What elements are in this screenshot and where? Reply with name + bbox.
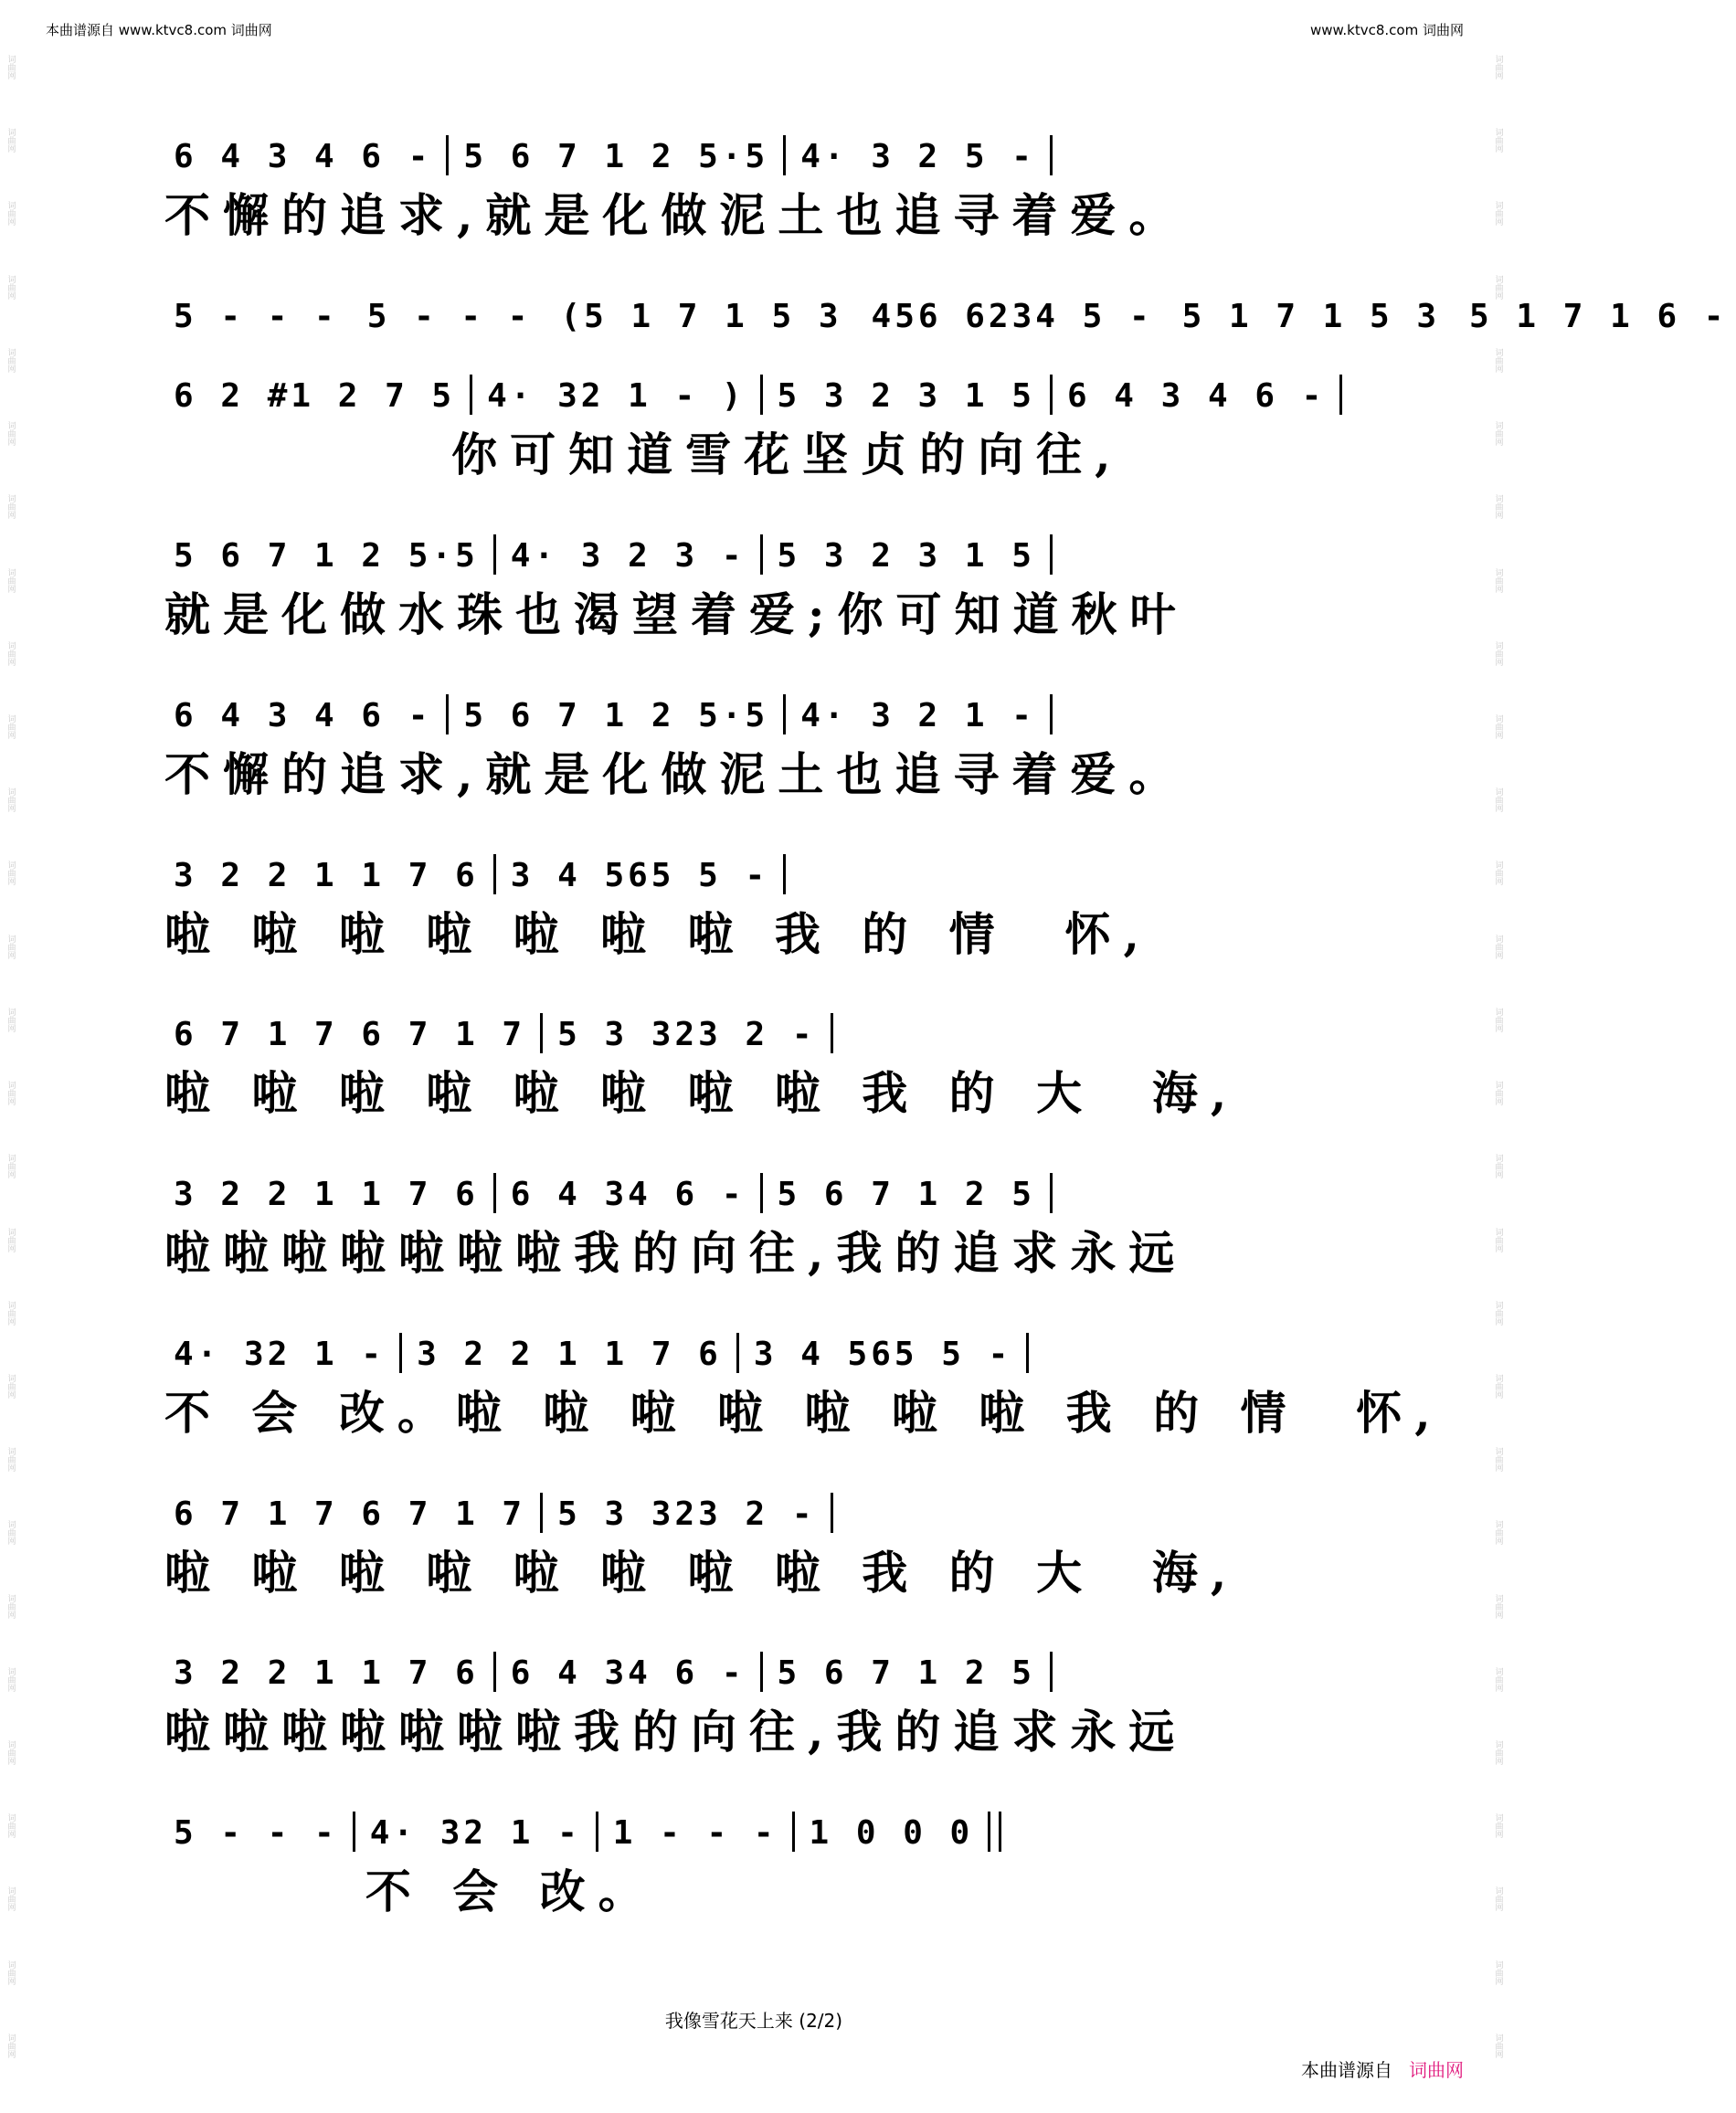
lyrics-row: 啦 啦 啦 啦 啦 啦 啦 啦 我 的 大 海, [164,1066,1240,1121]
lyrics-row: 啦 啦 啦 啦 啦 啦 啦 我 的 情 怀, [164,906,1152,961]
measure: 3 2 2 1 1 7 6 [174,856,479,894]
measure: 4· 32 1 - [369,1814,581,1853]
measure: 4· 32 1 - [174,1335,386,1373]
lyrics-row: 啦啦啦啦啦啦啦我的向往,我的追求永远 [164,1705,1188,1759]
notation-row [164,847,1352,894]
watermark-mark: 词曲网 [1493,713,1503,739]
score-line [164,1804,1352,1964]
measure: 6 4 3 4 6 - [174,138,432,175]
measure: 4· 32 1 - ) [487,377,746,416]
measure: 5 3 2 3 1 5 [777,536,1035,575]
score-line [164,1326,1444,1485]
barline [1050,534,1053,575]
watermark-mark: 词曲网 [5,1666,16,1692]
barline [353,1812,355,1852]
watermark-mark: 词曲网 [1493,55,1503,79]
watermark-mark: 词曲网 [1493,421,1503,447]
barline [1050,135,1053,175]
notation-row [164,1804,1352,1852]
score-line [164,1485,1352,1645]
footer-brand [1301,2055,1464,2082]
watermark-mark: 词曲网 [5,201,16,227]
measure: 5 1 7 1 6 - [1469,297,1728,335]
measure: 5 6 7 1 2 5·5 [463,696,769,734]
notation-row [164,1485,1352,1533]
measure: 456 6234 5 - [871,297,1153,335]
watermark-mark: 词曲网 [1493,1300,1503,1326]
barline [493,534,496,575]
lyrics-row: 不懈的追求,就是化做泥土也追寻着爱。 [164,188,1188,242]
measure: 6 7 1 7 6 7 1 7 [174,1495,526,1533]
measure: 3 2 2 1 1 7 6 [174,1176,479,1214]
barline [493,854,496,894]
watermark-mark: 词曲网 [5,1081,16,1106]
barline [760,1652,763,1692]
notation-row [164,128,1352,175]
watermark-mark: 词曲网 [5,1447,16,1473]
watermark-mark: 词曲网 [5,1154,16,1179]
barline [831,1013,833,1053]
watermark-mark: 词曲网 [5,2033,16,2058]
watermark-mark: 词曲网 [5,1520,16,1546]
watermark-mark: 词曲网 [5,1813,16,1839]
measure: 4· 3 2 3 - [510,536,746,575]
measure: 4· 3 2 1 - [800,696,1035,734]
watermark-mark: 词曲网 [5,934,16,959]
watermark-mark: 词曲网 [5,1227,16,1252]
barline [493,1173,496,1213]
watermark-mark: 词曲网 [1493,1593,1503,1619]
barline [1050,694,1053,734]
watermark-mark: 词曲网 [1493,1227,1503,1252]
watermark-mark: 词曲网 [5,494,16,520]
watermark-mark: 词曲网 [5,347,16,373]
measure: 5 - - - [366,297,532,335]
measure: 5 - - - [174,297,338,335]
watermark-mark: 词曲网 [1493,1081,1503,1106]
watermark-mark: 词曲网 [5,1007,16,1032]
watermark-mark: 词曲网 [5,1373,16,1399]
barline [1050,1652,1053,1692]
barline [540,1013,543,1053]
watermark-mark: 词曲网 [1493,1666,1503,1692]
measure: 6 2 #1 2 7 5 [174,377,456,416]
watermark-mark: 词曲网 [5,1886,16,1912]
measure: 1 0 0 0 [809,1814,974,1853]
lyrics-row: 不懈的追求,就是化做泥土也追寻着爱。 [164,746,1188,801]
watermark-mark: 词曲网 [1493,1373,1503,1399]
page-title: 我像雪花天上来 (2/2) [664,2010,843,2032]
barline [399,1333,402,1373]
notation-row [164,527,1352,575]
measure: 5 - - - [174,1814,338,1853]
barline [470,375,472,415]
watermark-mark: 词曲网 [1493,787,1503,813]
watermark-mark: 词曲网 [5,55,16,79]
watermark-mark: 词曲网 [1493,567,1503,593]
score-line [164,847,1352,1007]
barline [1339,375,1342,415]
watermark-mark: 词曲网 [1493,347,1503,373]
watermark-mark: 词曲网 [5,1740,16,1766]
notation-row [164,687,1352,734]
lyrics-row: 啦 啦 啦 啦 啦 啦 啦 啦 我 的 大 海, [164,1545,1240,1600]
watermark-mark: 词曲网 [5,787,16,813]
measure: 3 2 2 1 1 7 6 [174,1654,479,1693]
measure: 5 6 7 1 2 5 [777,1176,1035,1214]
barline [760,1173,763,1213]
barline [736,1333,739,1373]
footer-brand-source: 本曲谱源自 [1301,2059,1392,2081]
measure: 5 6 7 1 2 5 [777,1654,1035,1693]
watermark-mark: 词曲网 [5,713,16,739]
watermark-mark: 词曲网 [1493,128,1503,153]
notation-row [164,1166,1352,1213]
watermark-mark: 词曲网 [5,1960,16,1985]
footer-brand-site[interactable]: 词曲网 [1409,2059,1464,2081]
header-site-text: www.ktvc8.com 词曲网 [1309,22,1464,38]
score-line [164,1006,1352,1166]
score-line [164,367,1352,527]
measure: 5 3 323 2 - [557,1495,816,1533]
measure: 6 4 34 6 - [510,1654,746,1693]
barline [1050,1173,1053,1213]
watermark-mark: 词曲网 [5,1300,16,1326]
watermark-mark: 词曲网 [5,567,16,593]
watermark-mark: 词曲网 [1493,934,1503,959]
score-line [164,687,1352,847]
notation-row [164,288,1728,335]
final-barline [988,1812,1001,1852]
measure: 4· 3 2 5 - [800,138,1035,175]
lyrics-row: 你可知道雪花坚贞的向往, [164,428,1124,482]
barline [783,135,786,175]
barline [831,1493,833,1533]
watermark-mark: 词曲网 [1493,1813,1503,1839]
watermark-mark: 词曲网 [5,421,16,447]
watermark-mark: 词曲网 [1493,640,1503,666]
barline [792,1812,795,1852]
watermark-mark: 词曲网 [1493,274,1503,300]
watermark-mark: 词曲网 [1493,1007,1503,1032]
measure: 6 4 3 4 6 - [1066,377,1326,416]
notation-row [164,367,1352,415]
barline [493,1652,496,1692]
watermark-mark: 词曲网 [1493,1740,1503,1766]
score-line [164,128,1352,288]
barline [446,135,449,175]
notation-row [164,1326,1352,1373]
measure: 5 1 7 1 5 3 [1181,297,1441,335]
watermark-mark: 词曲网 [1493,1520,1503,1546]
barline [760,375,763,415]
score-line [164,1166,1352,1326]
header-source-text: 本曲谱源自 www.ktvc8.com 词曲网 [46,22,272,38]
watermark-mark: 词曲网 [1493,1447,1503,1473]
measure: 5 3 323 2 - [557,1016,816,1054]
measure: 5 3 2 3 1 5 [777,377,1035,416]
barline [1026,1333,1029,1373]
measure: 6 4 3 4 6 - [174,696,432,734]
score-line [164,1644,1352,1804]
barline [446,694,449,734]
lyrics-row: 就是化做水珠也渴望着爱;你可知道秋叶 [164,586,1189,641]
measure: (5 1 7 1 5 3 [560,297,842,335]
notation-row [164,1006,1352,1053]
barline [540,1493,543,1533]
barline [596,1812,598,1852]
watermark-mark: 词曲网 [1493,201,1503,227]
measure: 1 - - - [612,1814,778,1853]
right-watermark-strip [1491,55,1504,2058]
measure: 5 6 7 1 2 5·5 [463,138,769,175]
watermark-mark: 词曲网 [1493,1154,1503,1179]
watermark-mark: 词曲网 [5,274,16,300]
measure: 3 4 565 5 - [510,856,769,894]
lyrics-row: 啦啦啦啦啦啦啦我的向往,我的追求永远 [164,1226,1188,1281]
measure: 5 6 7 1 2 5·5 [174,536,479,575]
watermark-mark: 词曲网 [5,640,16,666]
barline [1050,375,1053,415]
left-watermark-strip [4,55,16,2058]
lyrics-row: 不 会 改。啦 啦 啦 啦 啦 啦 啦 我 的 情 怀, [164,1385,1444,1440]
watermark-mark: 词曲网 [1493,494,1503,520]
barline [783,854,786,894]
watermark-mark: 词曲网 [1493,2033,1503,2058]
measure: 6 4 34 6 - [510,1176,746,1214]
watermark-mark: 词曲网 [5,861,16,886]
watermark-mark: 词曲网 [5,128,16,153]
watermark-mark: 词曲网 [1493,1960,1503,1985]
measure: 3 2 2 1 1 7 6 [417,1335,722,1373]
barline [783,694,786,734]
measure: 6 7 1 7 6 7 1 7 [174,1016,526,1054]
barline [760,534,763,575]
watermark-mark: 词曲网 [5,1593,16,1619]
measure: 3 4 565 5 - [753,1335,1012,1373]
score-line [164,527,1352,687]
lyrics-row: 不 会 改。 [164,1865,657,1919]
notation-row [164,1644,1352,1692]
watermark-mark: 词曲网 [1493,861,1503,886]
watermark-mark: 词曲网 [1493,1886,1503,1912]
